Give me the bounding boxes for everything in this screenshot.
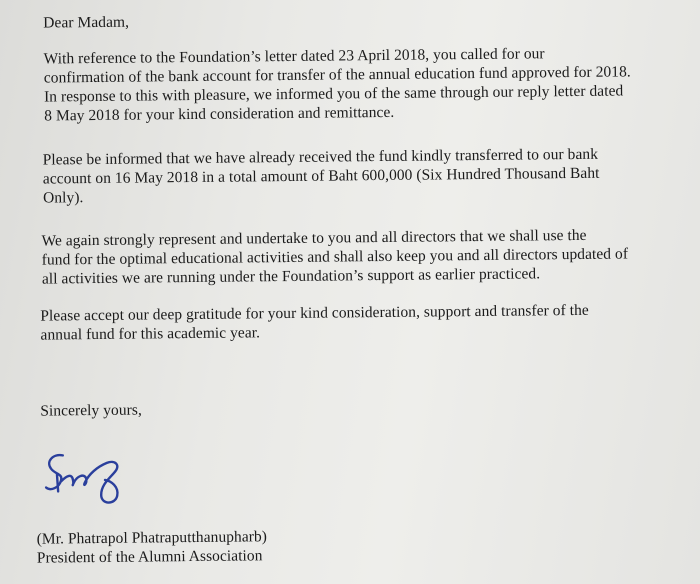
paragraph-3-line-3: all activities we are running under the Foundation’s support as earlier practiced. bbox=[41, 265, 541, 288]
paragraph-4-line-1: Please accept our deep gratitude for your kind consideration, support and transfer of the bbox=[40, 301, 589, 325]
paragraph-3-line-2: fund for the optimal educational activities and shall also keep you and all directors updated of bbox=[41, 245, 629, 269]
paragraph-3-line-1: We again strongly represent and undertake to you and all directors that we shall use the bbox=[41, 226, 587, 250]
paragraph-1-line-4: 8 May 2018 for your kind consideration and remittance. bbox=[44, 103, 395, 125]
paragraph-2-line-1: Please be informed that we have already received the fund kindly transferred to our bank bbox=[42, 145, 599, 169]
signer-name: (Mr. Phatrapol Phatraputthanupharb) bbox=[36, 528, 268, 548]
signature-image bbox=[41, 447, 142, 512]
paragraph-2-line-2: account on 16 May 2018 in a total amount of Baht 600,000 (Six Hundred Thousand Baht bbox=[42, 164, 600, 188]
signer-title: President of the Alumni Association bbox=[36, 547, 263, 567]
salutation: Dear Madam, bbox=[43, 13, 130, 32]
paragraph-2-line-3: Only). bbox=[42, 189, 84, 207]
paragraph-1-line-2: confirmation of the bank account for transfer of the annual education fund approved for 2018. bbox=[43, 63, 631, 87]
paragraph-1-line-1: With reference to the Foundation’s letter dated 23 April 2018, you called for our bbox=[43, 45, 545, 68]
closing: Sincerely yours, bbox=[40, 401, 142, 420]
paragraph-1-line-3: In response to this with pleasure, we informed you of the same through our reply letter dated bbox=[43, 82, 624, 106]
paragraph-4-line-2: annual fund for this academic year. bbox=[40, 324, 261, 344]
